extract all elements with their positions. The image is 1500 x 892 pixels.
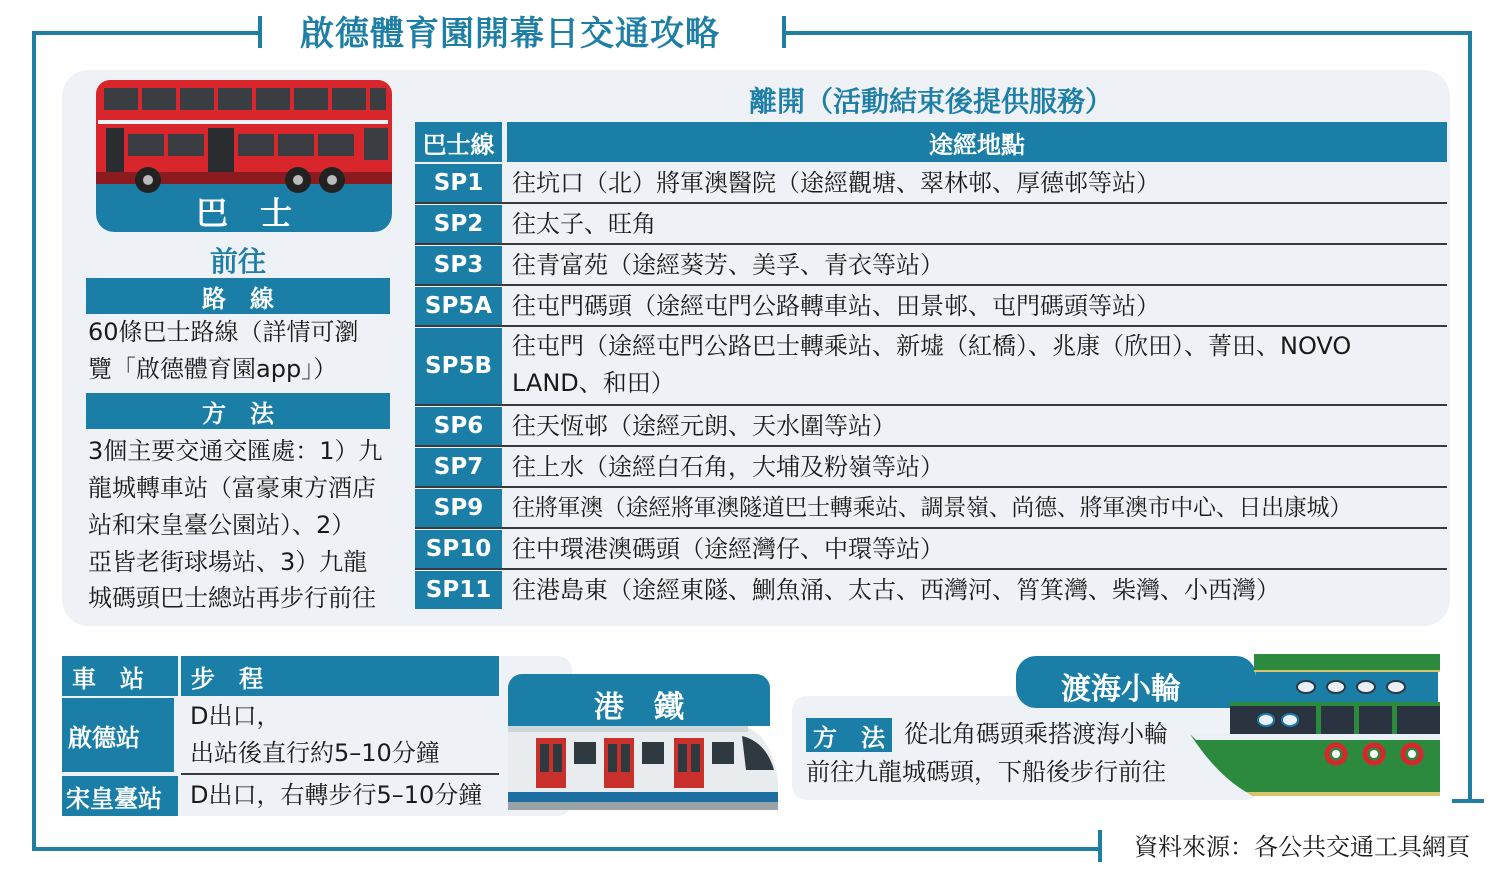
row-divider xyxy=(415,243,1447,245)
method-text-4: 亞皆老街球場站、3）九龍 xyxy=(88,548,368,576)
ferry-label: 渡海小輪 xyxy=(1061,672,1181,707)
double-decker-bus-illustration xyxy=(88,76,400,194)
frame-tick-left xyxy=(258,16,262,48)
route-code: SP1 xyxy=(415,164,502,202)
method-header: 方 法 xyxy=(86,393,390,429)
mtr-steps-sungwongtoi: D出口，右轉步行5–10分鐘 xyxy=(190,781,483,809)
route-header: 路 線 xyxy=(86,278,390,314)
route-destination: 往屯門碼頭（途經屯門公路轉車站、田景邨、屯門碼頭等站） xyxy=(512,291,1160,320)
mtr-steps-kaitak-2: 出站後直行約5–10分鐘 xyxy=(190,739,440,767)
route-code: SP11 xyxy=(415,571,502,609)
route-code: SP5B xyxy=(415,328,502,404)
page-title: 啟德體育園開幕日交通攻略 xyxy=(300,14,720,54)
table-header-destination: 途經地點 xyxy=(507,122,1447,162)
table-row xyxy=(415,407,1447,445)
mtr-header-station: 車 站 xyxy=(62,656,178,696)
frame-left xyxy=(32,31,36,851)
row-divider xyxy=(415,284,1447,286)
table-row xyxy=(415,287,1447,325)
route-code: SP7 xyxy=(415,448,502,486)
route-destination: 往中環港澳碼頭（途經灣仔、中環等站） xyxy=(512,534,944,563)
ferry-text-1: 從北角碼頭乘搭渡海小輪 xyxy=(904,720,1168,748)
route-destination: 往將軍澳（途經將軍澳隧道巴士轉乘站、調景嶺、尚德、將軍澳市中心、日出康城） xyxy=(512,494,1352,521)
route-code: SP9 xyxy=(415,489,502,527)
row-divider xyxy=(415,568,1447,570)
row-divider xyxy=(415,445,1447,447)
route-destination: 往上水（途經白石角，大埔及粉嶺等站） xyxy=(512,452,944,481)
frame-right xyxy=(1468,31,1472,801)
route-destination: 往港島東（途經東隧、鰂魚涌、太古、西灣河、筲箕灣、柴灣、小西灣） xyxy=(512,575,1280,604)
row-divider xyxy=(415,486,1447,488)
mtr-steps-kaitak-1: D出口， xyxy=(190,702,281,730)
route-destination: 往青富苑（途經葵芳、美孚、青衣等站） xyxy=(512,250,944,279)
table-header-route: 巴士線 xyxy=(415,122,502,162)
frame-top-left xyxy=(32,31,262,35)
table-row xyxy=(415,328,1447,404)
leaving-title: 離開（活動結束後提供服務） xyxy=(748,85,1113,118)
route-destination xyxy=(512,328,1447,404)
route-destination-line-1: 往屯門（途經屯門公路巴士轉乘站、新墟（紅橋）、兆康（欣田）、菁田、NOVO xyxy=(512,332,1352,360)
route-code: SP10 xyxy=(415,530,502,568)
going-title: 前往 xyxy=(209,245,266,278)
route-destination-line-2: LAND、和田） xyxy=(512,369,675,397)
route-text-2: 覽「啟德體育園app」） xyxy=(88,355,338,383)
frame-bottom-tick xyxy=(1098,830,1102,862)
table-row xyxy=(415,246,1447,284)
mtr-train-illustration xyxy=(508,720,780,816)
row-divider xyxy=(415,325,1447,327)
route-code: SP2 xyxy=(415,205,502,243)
table-row xyxy=(415,448,1447,486)
table-row xyxy=(415,164,1447,202)
route-destination: 往坑口（北）將軍澳醫院（途經觀塘、翠林邨、厚德邨等站） xyxy=(512,168,1160,197)
route-code: SP3 xyxy=(415,246,502,284)
frame-right-foot xyxy=(1452,799,1484,803)
mtr-row-divider xyxy=(181,773,499,775)
route-code: SP5A xyxy=(415,287,502,325)
table-row xyxy=(415,530,1447,568)
mtr-header-steps: 步 程 xyxy=(181,656,499,696)
source-note: 資料來源：各公共交通工具網頁 xyxy=(1134,833,1470,861)
mtr-station-kaitak: 啟德站 xyxy=(62,698,174,772)
ferry-method-label: 方 法 xyxy=(806,718,892,752)
ferry-text-2: 前往九龍城碼頭，下船後步行前往 xyxy=(806,758,1166,786)
table-row xyxy=(415,571,1447,609)
frame-bottom xyxy=(32,847,1102,851)
ferry-illustration xyxy=(1186,654,1440,796)
row-divider xyxy=(415,404,1447,406)
row-divider xyxy=(415,527,1447,529)
method-text-2: 龍城轉車站（富豪東方酒店 xyxy=(88,474,376,502)
bus-label: 巴 士 xyxy=(195,194,292,232)
route-code: SP6 xyxy=(415,407,502,445)
method-text-5: 城碼頭巴士總站再步行前往 xyxy=(88,584,376,612)
mtr-station-sungwongtoi: 宋皇臺站 xyxy=(62,776,178,816)
route-text-1: 60條巴士路線（詳情可瀏 xyxy=(88,318,359,346)
method-text-1: 3個主要交通交匯處：1）九 xyxy=(88,437,383,465)
row-divider xyxy=(415,202,1447,204)
method-text-3: 站和宋皇臺公園站）、2） xyxy=(88,511,356,539)
table-row xyxy=(415,489,1447,527)
route-destination: 往天恆邨（途經元朗、天水圍等站） xyxy=(512,411,896,440)
route-destination: 往太子、旺角 xyxy=(512,209,656,238)
table-row xyxy=(415,205,1447,243)
mtr-label: 港 鐵 xyxy=(594,690,684,725)
frame-top-right xyxy=(782,31,1472,35)
